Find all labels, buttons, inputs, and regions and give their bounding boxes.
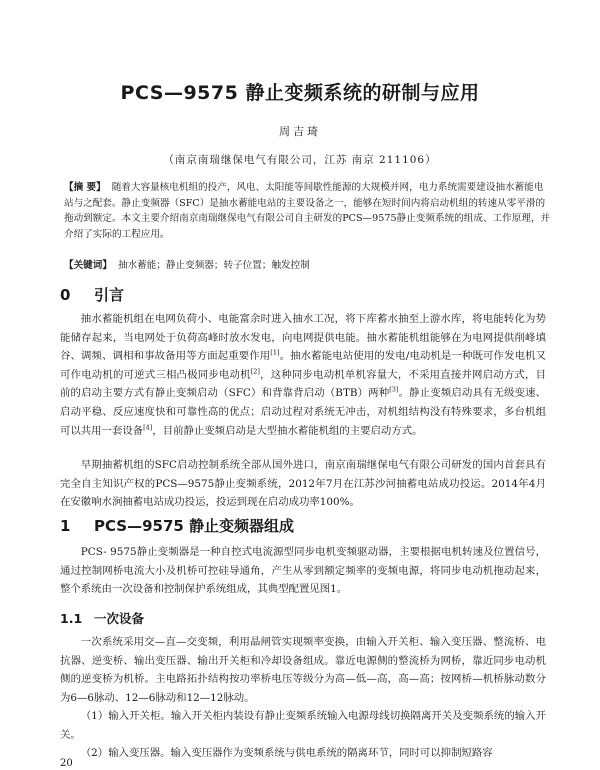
subsection-number: 1.1 (60, 611, 83, 626)
paper-title: PCS—9575 静止变频系统的研制与应用 (120, 82, 480, 104)
abstract-text: 随着大容量核电机组的投产，风电、太阳能等间歇性能源的大规模并网，电力系统需要建设抽水蓄能电站与之配套。静止变频器（SFC）是抽水蓄能电站的主要设备之一，能够在短时间内将启动机组的转速从零平滑的拖动到额定。本文主要介绍南京南瑞继保电气有限公司自主研发的PCS—9575静止变频系统的组成、工作原理，并介绍了实际的工程应用。 (64, 182, 551, 240)
text-run: ，这种同步电动机单机容量大，不采用直接并网启动方式，目前的启动主要方式有静止变频启动（SFC）和背靠背启动（BTB）两种 (60, 368, 547, 400)
intro-paragraph-1 (60, 310, 546, 440)
citation-ref: [4] (143, 423, 153, 432)
author-name: 周吉琦 (279, 125, 321, 138)
text-run: 。抽水蓄能电站使用的发电/电动机是一种既可作发电机又可作电动机的可逆式三相凸极同步电动机 (60, 350, 547, 381)
author-affiliation: （南京南瑞继保电气有限公司，江苏 南京 211106） (163, 154, 437, 166)
keywords-block (64, 258, 552, 274)
subsection-paragraph-3: （2）输入变压器。输入变压器作为变频系统与供电系统的隔离环节，同时可以抑制短路容 (80, 747, 493, 759)
section1-paragraph-1: PCS- 9575静止变频器是一种自控式电流源型同步电机变频驱动器，主要根据电机转速及位置信号，通过控制网桥电流大小及机桥可控硅导通角，产生从零到额定频率的变频电源，将同步电动机拖动起来，整个系统由一次设备和控制保护系统组成，其典型配置见图1。 (60, 546, 546, 596)
citation-ref: [3] (389, 385, 399, 394)
page-number: 20 (60, 758, 73, 769)
subsection-paragraph-1: 一次系统采用交—直—交变频，利用晶闸管实现频率变换，由输入开关柜、输入变压器、整流桥、电抗器、逆变桥、输出变压器、输出开关柜和冷却设备组成。靠近电源侧的整流桥为网桥，靠近同步电动机侧的逆变桥为机桥。主电路拓扑结构按功率桥电压等级分为高—低—高，高—高；按网桥—机桥脉动数分为6—6脉动、12—6脉动和12—12脉动。 (60, 636, 546, 704)
subsection-paragraph-2: （1）输入开关柜。输入开关柜内装设有静止变频系统输入电源母线切换隔离开关及变频系统的输入开关。 (60, 710, 546, 741)
section-number: 1 (60, 517, 71, 535)
section-number: 0 (60, 286, 71, 304)
section-title: 引言 (94, 286, 125, 304)
citation-ref: [1] (270, 348, 280, 357)
section-heading-1 (60, 515, 294, 536)
subsection-heading-1-1 (60, 609, 144, 627)
subsection-title: 一次设备 (94, 611, 145, 626)
keywords-text: 抽水蓄能；静止变频器；转子位置；触发控制 (117, 260, 310, 271)
section-title: PCS—9575 静止变频器组成 (94, 517, 295, 535)
text-run: ，目前静止变频启动是大型抽水蓄能机组的主要启动方式。 (152, 424, 423, 437)
intro-paragraph-2: 早期抽蓄机组的SFC启动控制系统全部从国外进口，南京南瑞继保电气有限公司研发的国内首套具有完全自主知识产权的PCS—9575静止变频系统，2012年7月在江苏沙河抽蓄电站成功投运。2014年4月在安徽响水涧抽蓄电站成功投运，投运到现在启动成功率100%。 (60, 459, 546, 509)
text-run: 。静止变频启动具有无级变速、启动平稳、反应速度快和可靠性高的优点；启动过程对系统无冲击，对机组结构没有特殊要求，多台机组可以共用一套设备 (60, 387, 546, 437)
keywords-label: 【关键词】 (64, 260, 112, 271)
abstract-label: 【摘 要】 (64, 182, 106, 193)
text-run: 抽水蓄能机组在电网负荷小、电能富余时进入抽水工况，将下库蓄水抽至上游水库，将电能转化为势能储存起来，当电网处于负荷高峰时放水发电，向电网提供电能。抽水蓄能机组能够在为电网提供削峰填谷、调频、调相和事故备用等方面起重要作用 (60, 313, 546, 363)
citation-ref: [2] (250, 367, 260, 376)
abstract-block (64, 180, 552, 242)
section-heading-introduction (60, 284, 124, 305)
